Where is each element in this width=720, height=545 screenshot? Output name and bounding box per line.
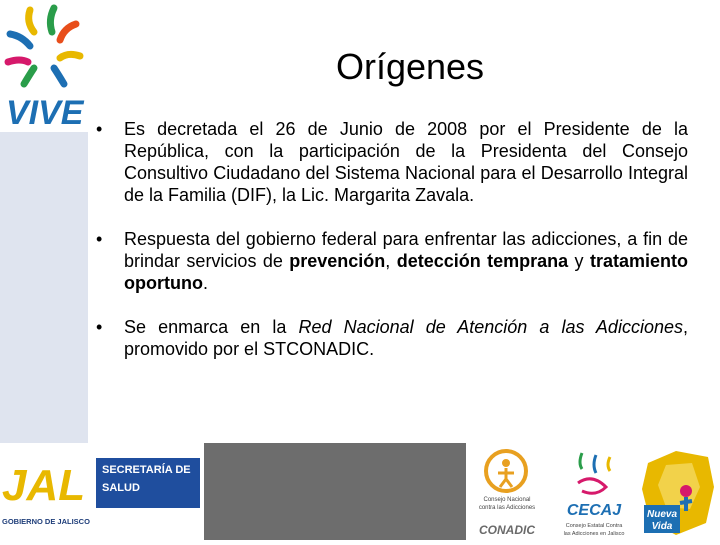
slide-title: Orígenes [335, 46, 485, 87]
bullet-marker: • [96, 119, 103, 139]
secretaria-line1: SECRETARÍA DE [102, 464, 191, 476]
bullet-text [124, 228, 688, 294]
bullet-segment: , promovido por el STCONADIC. [124, 317, 688, 359]
bullet-marker: • [96, 317, 103, 337]
jalisco-logo [0, 448, 92, 532]
bullet-segment: , [385, 251, 397, 271]
conadic-name: CONADIC [479, 523, 535, 537]
bullet-item [96, 118, 688, 206]
cecaj-caption1: Consejo Estatal Contra [565, 523, 623, 529]
bullet-text [124, 118, 688, 206]
bullet-segment: Es decretada el 26 de Junio de 2008 por el Presidente de la República, con la participación de la Presidenta del Consejo Consultivo Ciudadano del Sistema Nacional para el Desarrollo Integral de la Familia (DIF), la Lic. Margarita Zavala. [124, 119, 688, 205]
bullet-item [96, 228, 688, 294]
cecaj-caption2: las Adicciones en Jalisco [563, 531, 625, 537]
bullet-marker: • [96, 229, 103, 249]
conadic-caption1: Consejo Nacional [483, 497, 531, 503]
conadic-caption2: contra las Adicciones [478, 505, 536, 511]
vive-logo-text: VIVE [6, 94, 84, 132]
bullet-segment: Respuesta del gobierno federal para enfrentar las adicciones, a fin de brindar servicios de [124, 229, 688, 271]
jal-subtitle: GOBIERNO DE JALISCO [2, 517, 90, 526]
cecaj-name: CECAJ [566, 502, 622, 519]
bullet-list [96, 118, 688, 382]
secretaria-salud-logo [96, 458, 200, 508]
nueva-vida-line2: Vida [651, 521, 673, 532]
secretaria-line2: SALUD [102, 482, 140, 494]
conadic-logo [466, 443, 548, 540]
bullet-segment: . [202, 273, 208, 293]
nueva-vida-logo [636, 443, 720, 540]
bullet-segment-bold: tratamiento oportuno [124, 251, 688, 293]
jal-logo-text: JAL [2, 461, 86, 510]
bullet-item [96, 316, 688, 360]
nueva-vida-line1: Nueva [646, 509, 678, 520]
bullet-text [124, 316, 688, 360]
vive-logo [0, 0, 88, 132]
bullet-segment-bold: detección temprana [396, 251, 569, 271]
bullet-segment: Se enmarca en la [124, 317, 299, 337]
cecaj-logo [552, 443, 636, 540]
bullet-segment-italic: Red Nacional de Atención a las Adicciones [298, 317, 683, 337]
gray-panel [204, 443, 466, 540]
bullet-segment: y [568, 251, 590, 271]
bullet-segment-bold: prevención [289, 251, 386, 271]
